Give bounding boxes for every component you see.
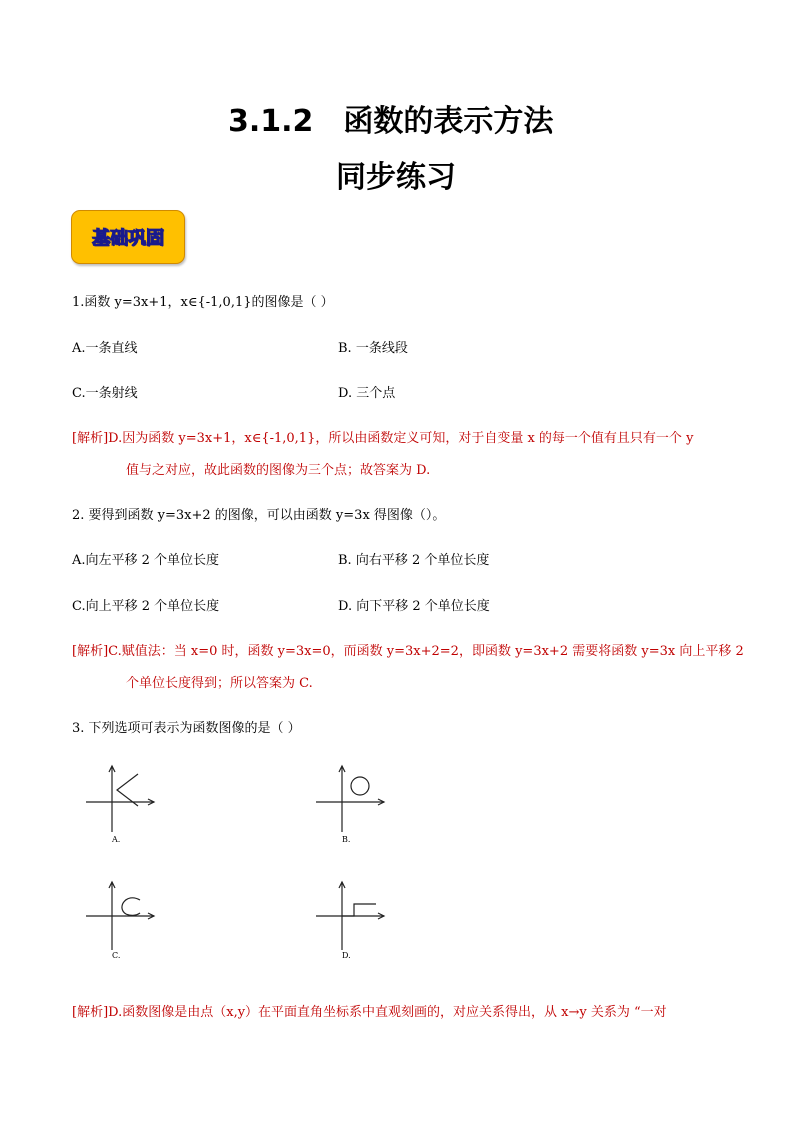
section-badge <box>71 210 185 264</box>
q1-option-c: C.一条射线 <box>72 386 138 401</box>
graph-a-curve <box>117 774 138 806</box>
q3-stem: 3. 下列选项可表示为函数图像的是（ ） <box>72 721 301 736</box>
graph-d-label: D. <box>342 951 351 960</box>
q3-graph-b <box>312 762 392 846</box>
q1-option-b: B. 一条线段 <box>338 341 408 356</box>
graph-c-label: C. <box>112 951 121 960</box>
q2-analysis-line2: 个单位长度得到；所以答案为 C. <box>126 676 313 691</box>
q2-analysis-line1: [解析]C.赋值法：当 x=0 时，函数 y=3x=0，而函数 y=3x+2=2，即函数 y=3x+2 需要将函数 y=3x 向上平移 2 <box>72 644 744 659</box>
graph-b-label: B. <box>342 835 351 844</box>
page-title-line1: 3.1.2 函数的表示方法 <box>228 104 554 139</box>
q3-graph-d <box>312 876 392 960</box>
q3-graph-a <box>82 762 162 846</box>
page-title-line2: 同步练习 <box>336 160 456 195</box>
q2-option-c: C.向上平移 2 个单位长度 <box>72 599 220 614</box>
section-badge-label: 基础巩固 <box>92 228 164 249</box>
q2-stem: 2. 要得到函数 y=3x+2 的图像，可以由函数 y=3x 得图像（）。 <box>72 508 446 523</box>
q3-analysis-line1: [解析]D.函数图像是由点（x,y）在平面直角坐标系中直观刻画的，对应关系得出，从 x→y 关系为 “一对 <box>72 1005 667 1020</box>
q3-graph-c <box>82 876 162 960</box>
q1-option-a: A.一条直线 <box>72 341 138 356</box>
q2-option-a: A.向左平移 2 个单位长度 <box>72 553 220 568</box>
graph-d-step <box>342 904 376 916</box>
graph-c-arc <box>122 898 140 916</box>
q2-option-d: D. 向下平移 2 个单位长度 <box>338 599 490 614</box>
q1-option-d: D. 三个点 <box>338 386 396 401</box>
q1-analysis-line1: [解析]D.因为函数 y=3x+1，x∈{-1,0,1}，所以由函数定义可知，对于自变量 x 的每一个值有且只有一个 y <box>72 431 694 446</box>
graph-b-circle <box>351 777 369 795</box>
q1-analysis-line2: 值与之对应，故此函数的图像为三个点；故答案为 D. <box>126 463 431 478</box>
graph-a-label: A. <box>112 835 121 844</box>
q1-stem: 1.函数 y=3x+1，x∈{-1,0,1}的图像是（ ） <box>72 295 334 310</box>
q2-option-b: B. 向右平移 2 个单位长度 <box>338 553 490 568</box>
